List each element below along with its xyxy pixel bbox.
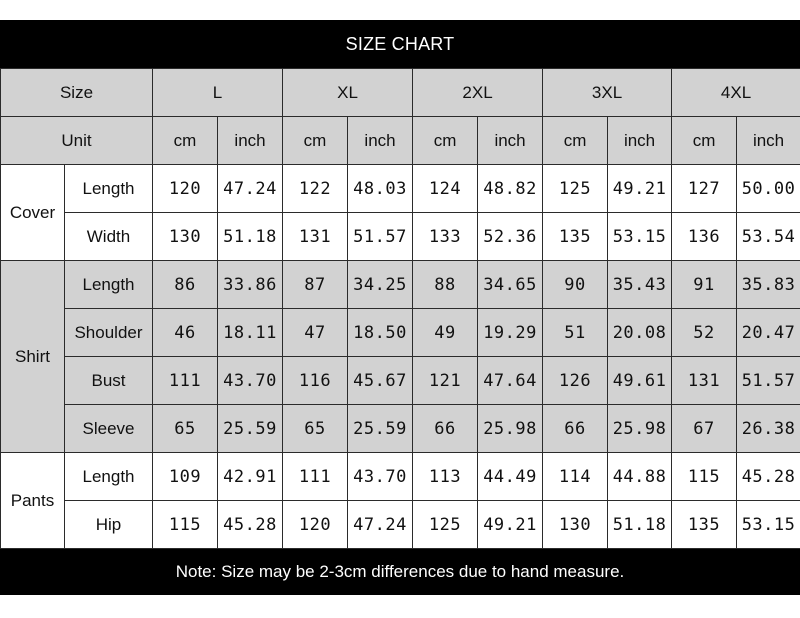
size-table — [0, 68, 800, 549]
value-cm: 136 — [672, 213, 737, 261]
table-body — [1, 69, 800, 549]
value-cm: 121 — [413, 357, 478, 405]
value-cm: 124 — [413, 165, 478, 213]
size-header-3xl: 3XL — [543, 69, 672, 117]
value-cm: 52 — [672, 309, 737, 357]
value-inch: 48.03 — [348, 165, 413, 213]
value-inch: 51.18 — [218, 213, 283, 261]
value-cm: 131 — [672, 357, 737, 405]
value-inch: 19.29 — [478, 309, 543, 357]
value-inch: 20.08 — [608, 309, 672, 357]
value-cm: 125 — [413, 501, 478, 549]
value-cm: 109 — [153, 453, 218, 501]
value-cm: 67 — [672, 405, 737, 453]
value-inch: 51.57 — [737, 357, 800, 405]
table-row — [1, 357, 800, 405]
value-inch: 53.15 — [737, 501, 800, 549]
size-header-l: L — [153, 69, 283, 117]
table-row — [1, 165, 800, 213]
size-header-xl: XL — [283, 69, 413, 117]
value-inch: 33.86 — [218, 261, 283, 309]
value-cm: 90 — [543, 261, 608, 309]
measure-label: Bust — [65, 357, 153, 405]
value-cm: 65 — [153, 405, 218, 453]
size-header-4xl: 4XL — [672, 69, 800, 117]
measure-label: Length — [65, 261, 153, 309]
measure-label: Hip — [65, 501, 153, 549]
value-cm: 46 — [153, 309, 218, 357]
measure-label: Sleeve — [65, 405, 153, 453]
measure-label: Length — [65, 165, 153, 213]
value-inch: 34.25 — [348, 261, 413, 309]
table-row — [1, 501, 800, 549]
table-row — [1, 261, 800, 309]
chart-title: SIZE CHART — [0, 20, 800, 68]
size-header-2xl: 2XL — [413, 69, 543, 117]
value-cm: 120 — [283, 501, 348, 549]
unit-cm-2xl: cm — [413, 117, 478, 165]
value-inch: 47.24 — [218, 165, 283, 213]
value-cm: 114 — [543, 453, 608, 501]
value-cm: 126 — [543, 357, 608, 405]
group-label-pants: Pants — [1, 453, 65, 549]
measure-label: Shoulder — [65, 309, 153, 357]
value-cm: 131 — [283, 213, 348, 261]
value-cm: 66 — [543, 405, 608, 453]
value-inch: 49.61 — [608, 357, 672, 405]
unit-inch-2xl: inch — [478, 117, 543, 165]
unit-inch-l: inch — [218, 117, 283, 165]
value-cm: 120 — [153, 165, 218, 213]
value-inch: 44.49 — [478, 453, 543, 501]
unit-inch-xl: inch — [348, 117, 413, 165]
value-inch: 48.82 — [478, 165, 543, 213]
unit-cm-xl: cm — [283, 117, 348, 165]
value-cm: 130 — [153, 213, 218, 261]
measure-label: Width — [65, 213, 153, 261]
unit-cm-4xl: cm — [672, 117, 737, 165]
unit-inch-3xl: inch — [608, 117, 672, 165]
value-inch: 53.54 — [737, 213, 800, 261]
value-cm: 111 — [153, 357, 218, 405]
value-inch: 25.98 — [608, 405, 672, 453]
size-chart — [0, 20, 800, 596]
value-inch: 25.98 — [478, 405, 543, 453]
value-cm: 51 — [543, 309, 608, 357]
value-inch: 49.21 — [478, 501, 543, 549]
value-inch: 20.47 — [737, 309, 800, 357]
value-inch: 47.64 — [478, 357, 543, 405]
value-cm: 113 — [413, 453, 478, 501]
table-row — [1, 309, 800, 357]
value-inch: 43.70 — [218, 357, 283, 405]
value-cm: 65 — [283, 405, 348, 453]
group-label-cover: Cover — [1, 165, 65, 261]
value-inch: 53.15 — [608, 213, 672, 261]
value-cm: 127 — [672, 165, 737, 213]
unit-cm-3xl: cm — [543, 117, 608, 165]
value-inch: 42.91 — [218, 453, 283, 501]
value-inch: 44.88 — [608, 453, 672, 501]
note-text: Note: Size may be 2-3cm differences due to hand measure. — [0, 549, 800, 595]
value-inch: 18.11 — [218, 309, 283, 357]
value-inch: 45.28 — [218, 501, 283, 549]
value-cm: 130 — [543, 501, 608, 549]
unit-inch-4xl: inch — [737, 117, 800, 165]
size-header-label: Size — [1, 69, 153, 117]
value-cm: 115 — [153, 501, 218, 549]
value-cm: 47 — [283, 309, 348, 357]
table-row — [1, 405, 800, 453]
value-inch: 45.67 — [348, 357, 413, 405]
value-inch: 25.59 — [218, 405, 283, 453]
unit-header-label: Unit — [1, 117, 153, 165]
value-inch: 47.24 — [348, 501, 413, 549]
value-cm: 88 — [413, 261, 478, 309]
value-inch: 43.70 — [348, 453, 413, 501]
value-inch: 25.59 — [348, 405, 413, 453]
value-cm: 122 — [283, 165, 348, 213]
value-inch: 18.50 — [348, 309, 413, 357]
unit-cm-l: cm — [153, 117, 218, 165]
value-cm: 125 — [543, 165, 608, 213]
value-cm: 86 — [153, 261, 218, 309]
value-inch: 52.36 — [478, 213, 543, 261]
value-inch: 45.28 — [737, 453, 800, 501]
value-cm: 66 — [413, 405, 478, 453]
value-inch: 51.57 — [348, 213, 413, 261]
unit-header-row — [1, 117, 800, 165]
table-row — [1, 213, 800, 261]
value-cm: 116 — [283, 357, 348, 405]
size-header-row — [1, 69, 800, 117]
group-label-shirt: Shirt — [1, 261, 65, 453]
value-cm: 91 — [672, 261, 737, 309]
value-inch: 35.83 — [737, 261, 800, 309]
value-inch: 26.38 — [737, 405, 800, 453]
value-cm: 87 — [283, 261, 348, 309]
value-cm: 135 — [543, 213, 608, 261]
value-inch: 51.18 — [608, 501, 672, 549]
value-cm: 49 — [413, 309, 478, 357]
value-inch: 34.65 — [478, 261, 543, 309]
value-cm: 111 — [283, 453, 348, 501]
value-inch: 49.21 — [608, 165, 672, 213]
value-cm: 133 — [413, 213, 478, 261]
table-row — [1, 453, 800, 501]
value-inch: 50.00 — [737, 165, 800, 213]
value-cm: 135 — [672, 501, 737, 549]
value-inch: 35.43 — [608, 261, 672, 309]
measure-label: Length — [65, 453, 153, 501]
value-cm: 115 — [672, 453, 737, 501]
